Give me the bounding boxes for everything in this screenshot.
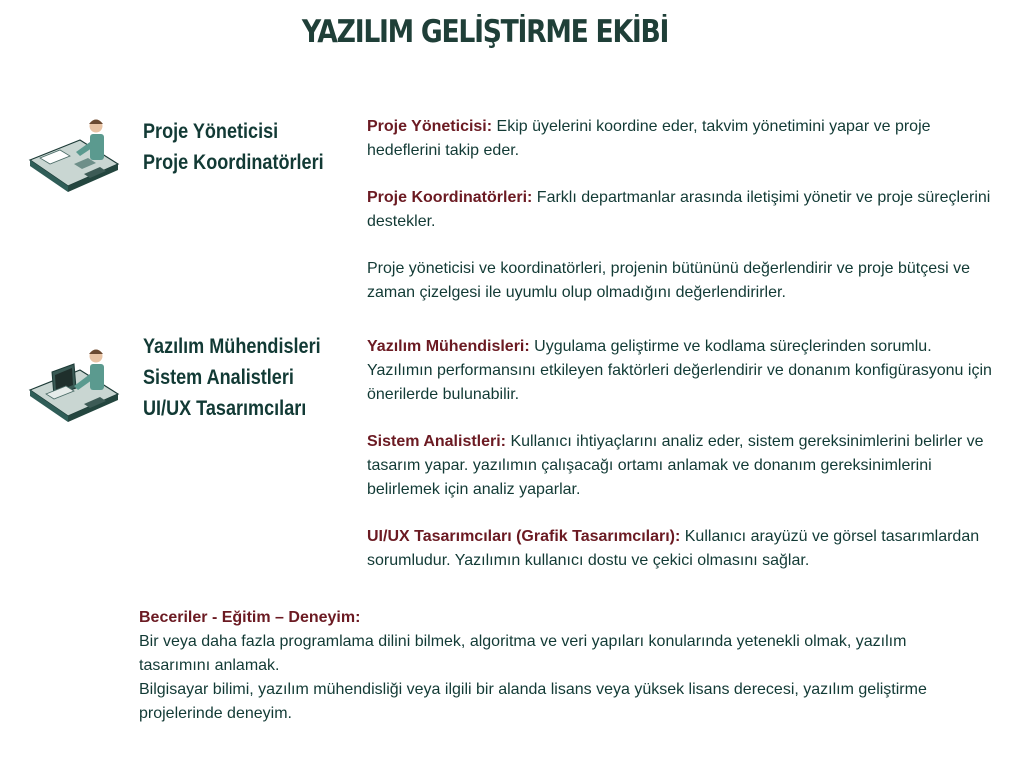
role-label: UI/UX Tasarımcıları xyxy=(143,397,307,420)
description-group-2 xyxy=(367,335,992,573)
description-text: Kullanıcı ihtiyaçlarını analiz eder, sistem gereksinimlerini belirler ve tasarım yapar. yazılımın çalışacağı ortamı anlamak ve donanım gereksinimlerini belirlemek için analiz yaparlar. xyxy=(367,433,984,498)
description-text: Proje yöneticisi ve koordinatörleri, projenin bütününü değerlendirir ve proje bütçesi ve zaman çizelgesi ile uyumlu olup olmadığını değerlendirirler. xyxy=(367,260,971,301)
skills-text: Bilgisayar bilimi, yazılım mühendisliği veya ilgili bir alanda lisans veya yüksek lisans derecesi, yazılım geliştirme projelerinde deneyim. xyxy=(139,681,927,722)
page-title: YAZILIM GELİŞTİRME EKİBİ xyxy=(301,14,669,50)
description-term: Sistem Analistleri: xyxy=(367,433,507,450)
description-item xyxy=(367,525,992,573)
skills-text: Bir veya daha fazla programlama dilini bilmek, algoritma ve veri yapıları konularında yetenekli olmak, yazılım tasarımını anlamak. xyxy=(139,633,907,674)
description-text: Kullanıcı arayüzü ve görsel tasarımlardan sorumludur. Yazılımın kullanıcı dostu ve çekici olmasını sağlar. xyxy=(367,528,980,569)
description-item xyxy=(367,430,992,502)
description-term: Yazılım Mühendisleri: xyxy=(367,338,530,355)
description-group-1 xyxy=(367,115,992,305)
description-item xyxy=(367,186,992,234)
computer-worker-at-desk-icon xyxy=(26,342,122,426)
skills-section xyxy=(139,606,959,726)
role-label: Yazılım Mühendisleri xyxy=(143,335,321,358)
office-worker-at-desk-icon xyxy=(26,112,122,196)
description-text: Uygulama geliştirme ve kodlama süreçlerinden sorumlu. Yazılımın performansını etkileyen faktörleri değerlendirir ve donanım konfigürasyonu için önerilerde bulunabilir. xyxy=(367,338,992,403)
description-item xyxy=(367,115,992,163)
skills-heading: Beceriler - Eğitim – Deneyim: xyxy=(139,609,361,626)
roles-group-1 xyxy=(143,116,324,178)
description-text: Ekip üyelerini koordine eder, takvim yönetimini yapar ve proje hedeflerini takip eder. xyxy=(367,118,931,159)
description-item xyxy=(367,257,992,305)
description-term: Proje Koordinatörleri: xyxy=(367,189,533,206)
role-label: Sistem Analistleri xyxy=(143,366,294,389)
description-term: Proje Yöneticisi: xyxy=(367,118,493,135)
description-item xyxy=(367,335,992,407)
description-term: UI/UX Tasarımcıları (Grafik Tasarımcıları): xyxy=(367,528,681,545)
role-label: Proje Koordinatörleri xyxy=(143,151,324,174)
role-label: Proje Yöneticisi xyxy=(143,120,279,143)
roles-group-2 xyxy=(143,331,321,424)
description-text: Farklı departmanlar arasında iletişimi yönetir ve proje süreçlerini destekler. xyxy=(367,189,991,230)
